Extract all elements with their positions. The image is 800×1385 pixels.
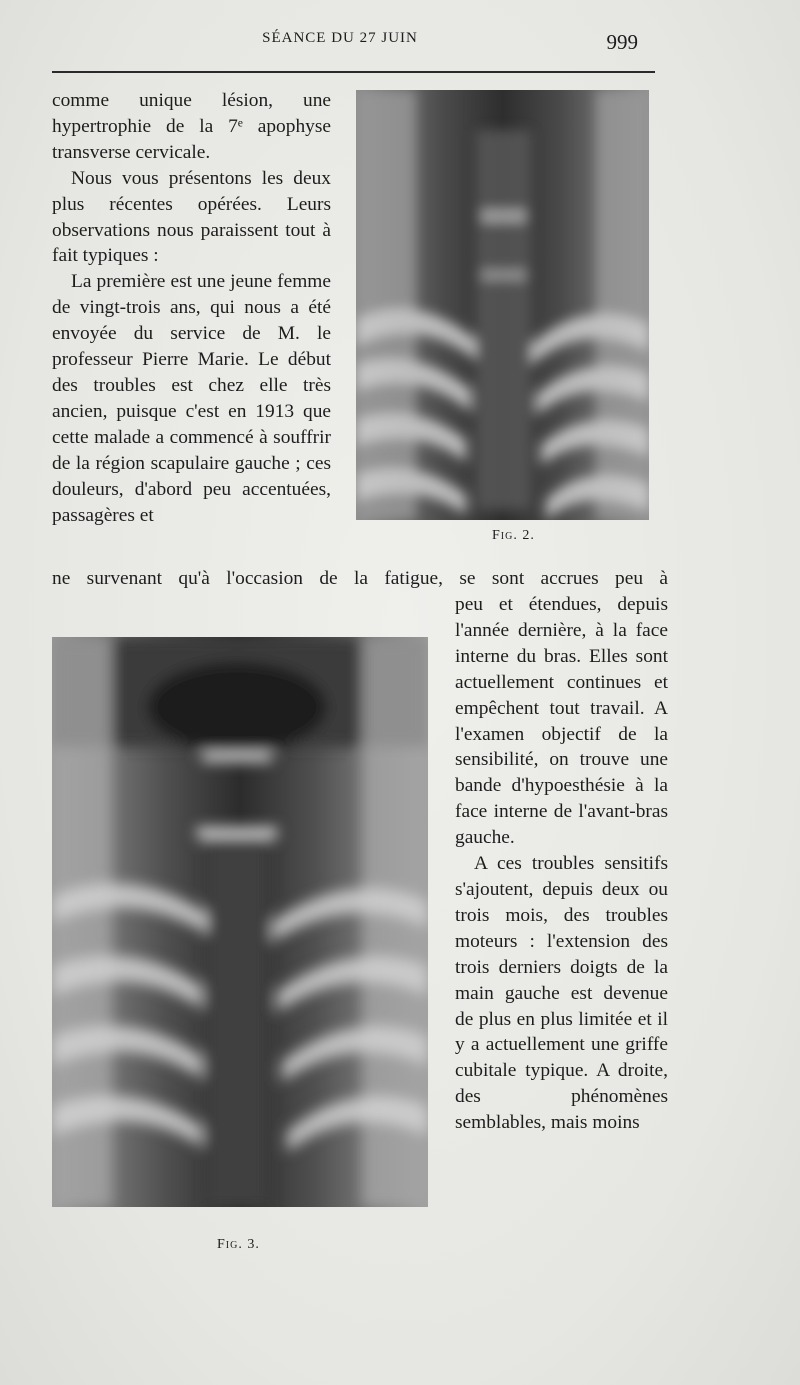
full-width-line: ne survenant qu'à l'occasion de la fatigue, se sont accrues peu à <box>52 568 668 589</box>
figure-2-radiograph <box>356 90 649 520</box>
left-column <box>52 88 331 528</box>
paragraph-2: Nous vous présentons les deux plus récentes opérées. Leurs observations nous paraissent tout à fait typiques : <box>52 167 331 267</box>
figure-2-caption: Fig. 2. <box>492 528 535 543</box>
running-title: SÉANCE DU 27 JUIN <box>262 30 418 46</box>
figure-3-radiograph <box>52 637 428 1207</box>
paragraph-5: A ces troubles sensitifs s'ajoutent, depuis deux ou trois mois, des troubles moteurs : l'extension des trois derniers doigts de la main gauche est devenue de plus en plus limitée et il y a actuellement une griffe cubitale typique. A droite, des phénomènes semblables, mais moins <box>455 853 668 1134</box>
paragraph-1: comme unique lésion, une hypertrophie de la 7ᵉ apophyse transverse cervicale. <box>52 90 331 163</box>
paragraph-3: La première est une jeune femme de vingt-trois ans, qui nous a été envoyée du service de M. le professeur Pierre Marie. Le début des troubles est chez elle très ancien, puisque c'est en 1913 que cette malade a commencé à souffrir de la région scapulaire gauche ; ces douleurs, d'abord peu accentuées, passagères et <box>52 271 331 526</box>
paragraph-4: peu et étendues, depuis l'année dernière, à la face interne du bras. Elles sont actuellement continues et empêchent tout travail. A l'examen objectif de la sensibilité, on trouve une bande d'hypoesthésie à la face interne de l'avant-bras gauche. <box>455 594 668 849</box>
header-rule <box>52 71 655 73</box>
figure-3-caption: Fig. 3. <box>217 1237 260 1252</box>
right-column <box>455 592 668 1136</box>
page-number: 999 <box>606 30 638 54</box>
